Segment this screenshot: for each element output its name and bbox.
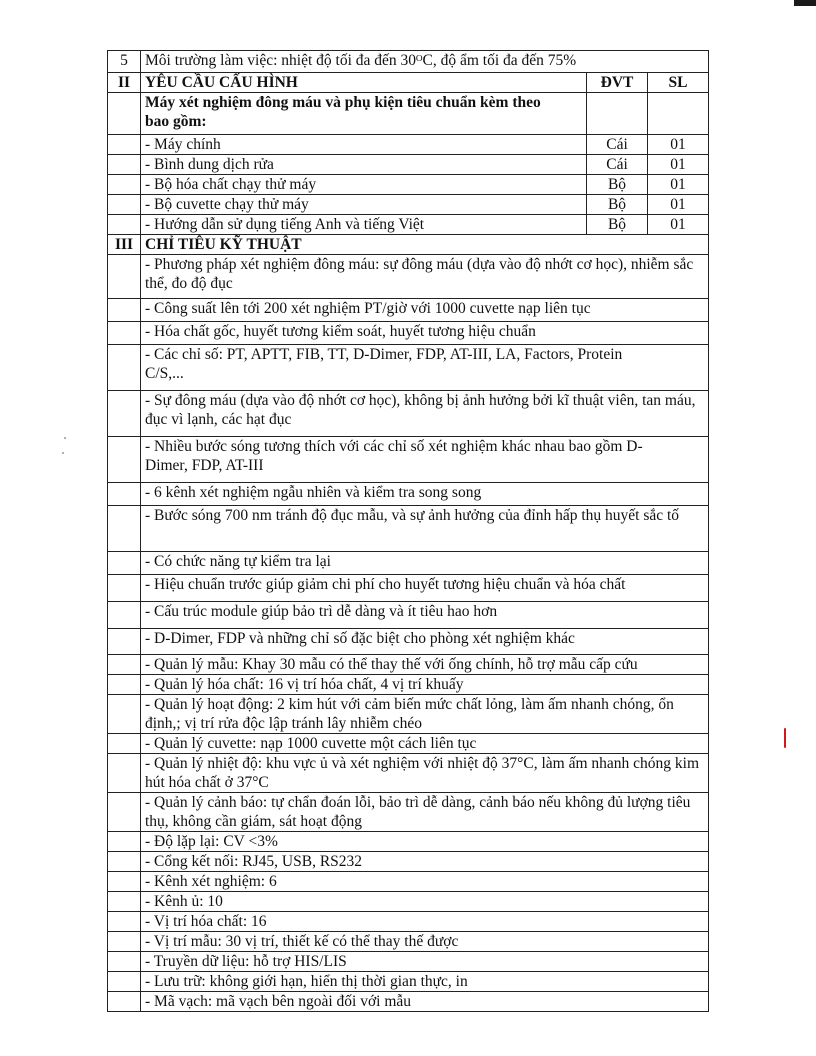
spec-row [108,695,709,734]
section-3-header [108,235,709,255]
spec-text: - Truyền dữ liệu: hỗ trợ HIS/LIS [141,952,709,972]
spec-row [108,992,709,1012]
row-number: 5 [108,51,141,73]
spec-row [108,345,709,391]
spec-text: - Hiệu chuẩn trước giúp giảm chi phí cho huyết tương hiệu chuẩn và hóa chất [141,575,709,602]
spec-text: - Hóa chất gốc, huyết tương kiểm soát, huyết tương hiệu chuẩn [141,322,709,345]
scan-speck [62,452,64,454]
spec-text: - 6 kênh xét nghiệm ngẫu nhiên và kiểm tra song song [141,483,709,506]
spec-row [108,675,709,695]
config-item-unit: Cái [587,135,648,155]
spec-row [108,552,709,575]
spec-text: - Bước sóng 700 nm tránh độ đục mẫu, và sự ảnh hưởng của đỉnh hấp thụ huyết sắc tố [141,506,709,552]
config-item-unit: Bộ [587,175,648,195]
spec-text: - Quản lý nhiệt độ: khu vực ủ và xét nghiệm với nhiệt độ 37°C, làm ấm nhanh chóng kim hút hóa chất ở 37°C [141,754,709,793]
env-row [108,51,709,73]
config-item-unit: Cái [587,155,648,175]
config-item-name: - Hướng dẫn sử dụng tiếng Anh và tiếng Việt [141,215,587,235]
env-text: Môi trường làm việc: nhiệt độ tối đa đến 30ᴼC, độ ẩm tối đa đến 75% [141,51,709,73]
spec-row [108,506,709,552]
red-pen-mark [784,728,786,748]
config-intro-row [108,93,709,135]
spec-text: - Có chức năng tự kiểm tra lại [141,552,709,575]
scan-corner-mark [794,0,816,6]
spec-text: - Phương pháp xét nghiệm đông máu: sự đông máu (dựa vào độ nhớt cơ học), nhiễm sắc thể, đo độ đục [141,255,709,299]
config-item-name: - Máy chính [141,135,587,155]
spec-row [108,391,709,437]
config-item-unit: Bộ [587,195,648,215]
spec-text: - Mã vạch: mã vạch bên ngoài đối với mẫu [141,992,709,1012]
spec-text: - Công suất lên tới 200 xét nghiệm PT/giờ với 1000 cuvette nạp liên tục [141,299,709,322]
spec-text: - Các chỉ số: PT, APTT, FIB, TT, D-Dimer, FDP, AT-III, LA, Factors, Protein C/S,... [141,345,709,391]
spec-row [108,793,709,832]
spec-table [107,50,709,1012]
config-item-row [108,215,709,235]
spec-text: - Sự đông máu (dựa vào độ nhớt cơ học), không bị ảnh hưởng bởi kĩ thuật viên, tan máu, đục vì lạnh, các hạt đục [141,391,709,437]
spec-row [108,483,709,506]
spec-row [108,655,709,675]
config-item-name: - Bình dung dịch rửa [141,155,587,175]
config-item-name: - Bộ hóa chất chạy thử máy [141,175,587,195]
config-item-qty: 01 [648,135,709,155]
spec-text: - Cổng kết nối: RJ45, USB, RS232 [141,852,709,872]
section-2-header [108,73,709,93]
section-2-title: YÊU CẦU CẤU HÌNH [141,73,587,93]
spec-text: - Quản lý cảnh báo: tự chẩn đoán lỗi, bảo trì dễ dàng, cảnh báo nếu không đủ lượng tiêu thụ, không cần giám, sát hoạt động [141,793,709,832]
config-item-qty: 01 [648,175,709,195]
spec-text: - Vị trí hóa chất: 16 [141,912,709,932]
spec-text: - Độ lặp lại: CV <3% [141,832,709,852]
config-intro: Máy xét nghiệm đông máu và phụ kiện tiêu chuẩn kèm theo bao gồm: [141,93,587,135]
config-item-qty: 01 [648,215,709,235]
config-item-row [108,195,709,215]
spec-text: - D-Dimer, FDP và những chỉ số đặc biệt cho phòng xét nghiệm khác [141,629,709,655]
spec-row [108,972,709,992]
config-item-unit: Bộ [587,215,648,235]
spec-row [108,255,709,299]
spec-text: - Vị trí mẫu: 30 vị trí, thiết kế có thể thay thế được [141,932,709,952]
config-item-name: - Bộ cuvette chạy thử máy [141,195,587,215]
config-item-qty: 01 [648,155,709,175]
spec-text: - Quản lý cuvette: nạp 1000 cuvette một cách liên tục [141,734,709,754]
section-3-title: CHỈ TIÊU KỸ THUẬT [141,235,709,255]
spec-row [108,932,709,952]
unit-header: ĐVT [587,73,648,93]
spec-text: - Kênh xét nghiệm: 6 [141,872,709,892]
section-3-number: III [108,235,141,255]
spec-row [108,299,709,322]
spec-text: - Cấu trúc module giúp bảo trì dễ dàng và ít tiêu hao hơn [141,602,709,629]
spec-row [108,872,709,892]
section-2-number: II [108,73,141,93]
spec-text: - Lưu trữ: không giới hạn, hiển thị thời gian thực, in [141,972,709,992]
config-item-row [108,135,709,155]
spec-row [108,437,709,483]
spec-text: - Kênh ủ: 10 [141,892,709,912]
spec-text: - Quản lý mẫu: Khay 30 mẫu có thể thay thế với ống chính, hỗ trợ mẫu cấp cứu [141,655,709,675]
spec-row [108,575,709,602]
spec-row [108,629,709,655]
spec-row [108,912,709,932]
qty-header: SL [648,73,709,93]
spec-text: - Nhiều bước sóng tương thích với các chỉ số xét nghiệm khác nhau bao gồm D-Dimer, FDP, AT-III [141,437,709,483]
spec-row [108,852,709,872]
spec-row [108,734,709,754]
spec-row [108,892,709,912]
config-item-row [108,155,709,175]
spec-row [108,952,709,972]
spec-row [108,832,709,852]
spec-text: - Quản lý hóa chất: 16 vị trí hóa chất, 4 vị trí khuấy [141,675,709,695]
spec-row [108,754,709,793]
spec-row [108,322,709,345]
spec-row [108,602,709,629]
spec-text: - Quản lý hoạt động: 2 kim hút với cảm biến mức chất lỏng, làm ấm nhanh chóng, ổn định,; vị trí rửa độc lập tránh lây nhiễm chéo [141,695,709,734]
config-item-qty: 01 [648,195,709,215]
config-item-row [108,175,709,195]
scan-speck [64,437,66,439]
